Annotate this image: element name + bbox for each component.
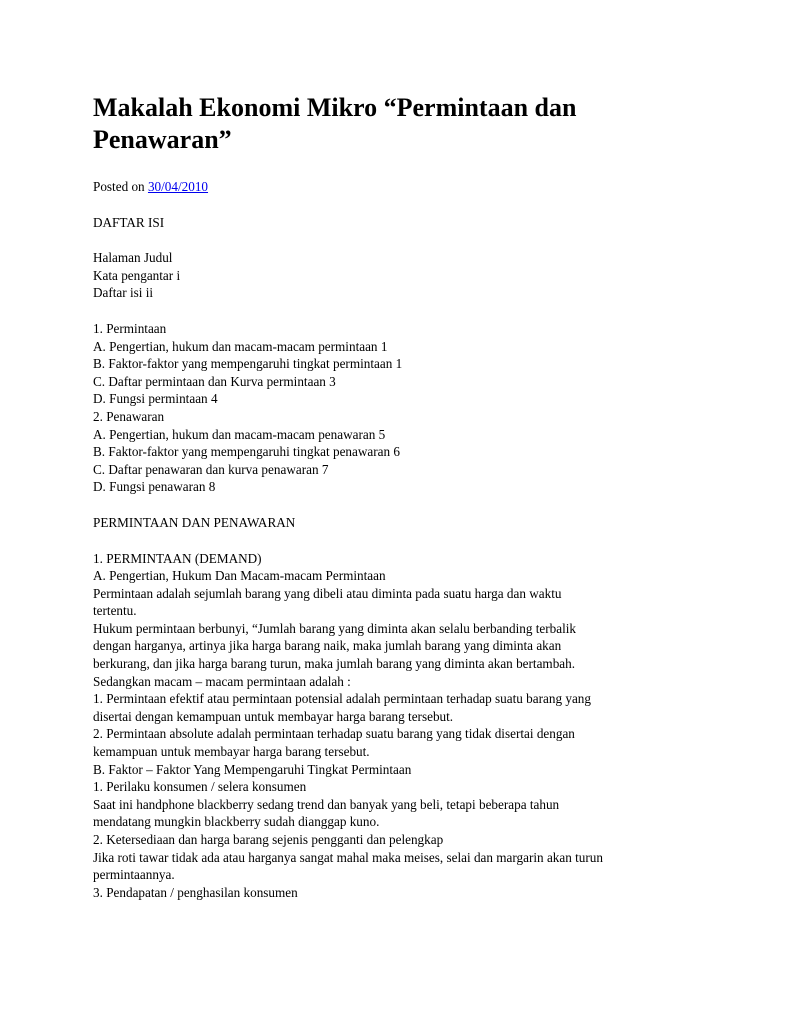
body-line: 1. PERMINTAAN (DEMAND): [93, 550, 262, 566]
list-item: Halaman Judul: [93, 250, 173, 266]
toc-item: D. Fungsi permintaan 4: [93, 391, 218, 407]
body-text: [93, 550, 713, 902]
list-item: Daftar isi ii: [93, 285, 154, 301]
body-line: Sedangkan macam – macam permintaan adalah :: [93, 673, 351, 689]
body-line: disertai dengan kemampuan untuk membayar harga barang tersebut.: [93, 708, 454, 724]
toc-heading: DAFTAR ISI: [93, 214, 165, 230]
body-line: 2. Permintaan absolute adalah permintaan terhadap suatu barang yang tidak disertai dengan: [93, 726, 575, 742]
body-line: Hukum permintaan berbunyi, “Jumlah barang yang diminta akan selalu berbanding terbalik: [93, 620, 577, 636]
body-line: berkurang, dan jika harga barang turun, maka jumlah barang yang diminta akan bertambah.: [93, 656, 576, 672]
toc-item: A. Pengertian, hukum dan macam-macam permintaan 1: [93, 338, 388, 354]
body-line: B. Faktor – Faktor Yang Mempengaruhi Tingkat Permintaan: [93, 761, 412, 777]
toc-item: B. Faktor-faktor yang mempengaruhi tingkat penawaran 6: [93, 444, 400, 460]
body-line: dengan harganya, artinya jika harga barang naik, maka jumlah barang yang diminta akan: [93, 638, 562, 654]
page-title: Makalah Ekonomi Mikro “Permintaan dan Penawaran”: [93, 93, 577, 154]
body-line: permintaannya.: [93, 867, 175, 883]
toc-item: 1. Permintaan: [93, 320, 167, 336]
post-date-link[interactable]: 30/04/2010: [147, 179, 209, 194]
body-line: tertentu.: [93, 603, 137, 619]
document-page: [93, 92, 713, 901]
section-heading: PERMINTAAN DAN PENAWARAN: [93, 514, 296, 530]
body-line: Permintaan adalah sejumlah barang yang dibeli atau diminta pada suatu harga dan waktu: [93, 585, 562, 601]
table-of-contents: [93, 320, 713, 496]
toc-item: C. Daftar permintaan dan Kurva permintaan 3: [93, 373, 336, 389]
body-line: mendatang mungkin blackberry sudah dianggap kuno.: [93, 814, 380, 830]
body-line: 3. Pendapatan / penghasilan konsumen: [93, 884, 298, 900]
body-line: kemampuan untuk membayar harga barang tersebut.: [93, 744, 370, 760]
toc-item: 2. Penawaran: [93, 408, 165, 424]
toc-item: A. Pengertian, hukum dan macam-macam penawaran 5: [93, 426, 386, 442]
toc-item: D. Fungsi penawaran 8: [93, 479, 216, 495]
body-line: Saat ini handphone blackberry sedang trend dan banyak yang beli, tetapi beberapa tahun: [93, 796, 560, 812]
post-meta: [93, 178, 713, 196]
body-line: A. Pengertian, Hukum Dan Macam-macam Permintaan: [93, 568, 386, 584]
body-line: Jika roti tawar tidak ada atau harganya sangat mahal maka meises, selai dan margarin akan turun: [93, 849, 603, 865]
body-line: 1. Perilaku konsumen / selera konsumen: [93, 779, 307, 795]
body-line: 1. Permintaan efektif atau permintaan potensial adalah permintaan terhadap suatu barang yang: [93, 691, 591, 707]
list-item: Kata pengantar i: [93, 267, 181, 283]
body-line: 2. Ketersediaan dan harga barang sejenis pengganti dan pelengkap: [93, 832, 444, 847]
front-matter-list: [93, 249, 713, 302]
toc-item: C. Daftar penawaran dan kurva penawaran 7: [93, 461, 329, 477]
posted-prefix: Posted on: [93, 179, 148, 194]
toc-item: B. Faktor-faktor yang mempengaruhi tingkat permintaan 1: [93, 356, 403, 372]
